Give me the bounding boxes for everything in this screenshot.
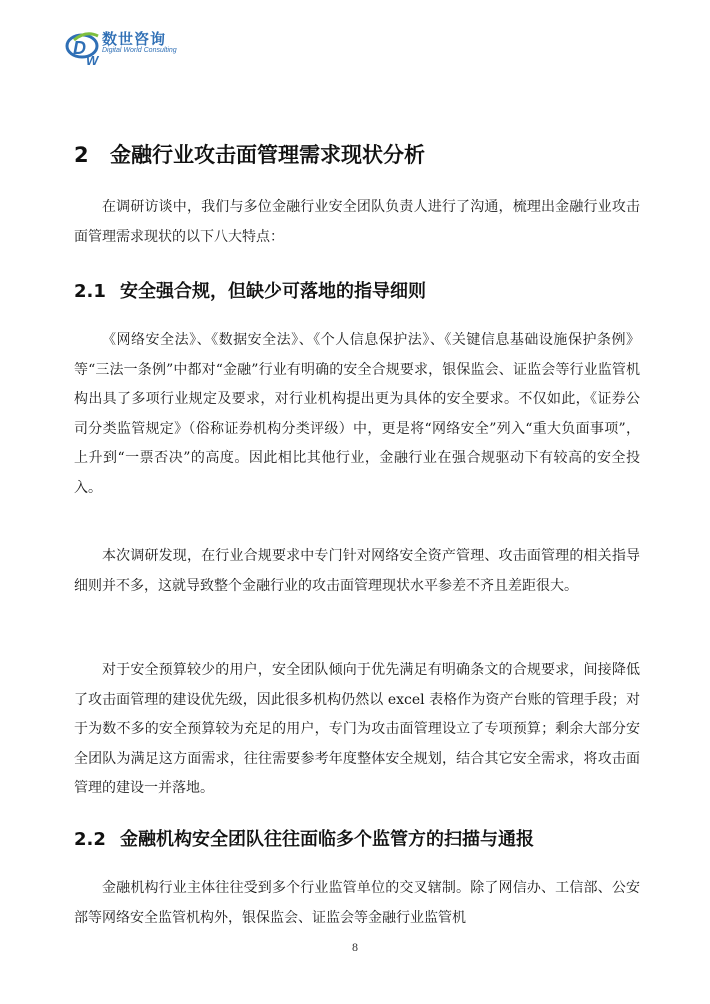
paragraph-2-2-a: 金融机构行业主体往往受到多个行业监管单位的交叉辖制。除了网信办、工信部、公安部等网络安全监管机构外，银保监会、证监会等金融行业监管机 xyxy=(74,880,640,926)
logo-english-name: Digital World Consulting xyxy=(102,47,177,54)
logo-icon xyxy=(64,22,104,68)
page-header xyxy=(64,22,234,72)
subsection-number: 2.2 xyxy=(74,829,106,850)
page-number: 8 xyxy=(352,940,358,954)
subsection-heading-2-1 xyxy=(74,277,426,303)
section-title: 金融行业攻击面管理需求现状分析 xyxy=(110,143,425,167)
logo-chinese-name: 数世咨询 xyxy=(102,30,167,48)
subsection-title: 安全强合规，但缺少可落地的指导细则 xyxy=(120,281,426,302)
section-intro-paragraph: 在调研访谈中，我们与多位金融行业安全团队负责人进行了沟通，梳理出金融行业攻击面管理需求现状的以下八大特点： xyxy=(74,199,640,245)
svg-text:D: D xyxy=(73,38,86,58)
paragraph-2-1-c: 对于安全预算较少的用户，安全团队倾向于优先满足有明确条文的合规要求，间接降低了攻击面管理的建设优先级，因此很多机构仍然以 excel 表格作为资产台账的管理手段；对于为数不多的安全预算较为充足的用户，专门为攻击面管理设立了专项预算；剩余大部分安全团队为满足这方面需求，往往需要参考年度整体安全规划，结合其它安全需求，将攻击面管理的建设一并落地。 xyxy=(74,662,640,796)
section-heading xyxy=(74,139,425,169)
section-number: 2 xyxy=(74,143,89,167)
svg-text:W: W xyxy=(86,53,99,68)
paragraph-2-1-b: 本次调研发现，在行业合规要求中专门针对网络安全资产管理、攻击面管理的相关指导细则并不多，这就导致整个金融行业的攻击面管理现状水平参差不齐且差距很大。 xyxy=(74,548,640,594)
subsection-number: 2.1 xyxy=(74,281,106,302)
paragraph-2-1-a: 《网络安全法》、《数据安全法》、《个人信息保护法》、《关键信息基础设施保护条例》等“三法一条例”中都对“金融”行业有明确的安全合规要求，银保监会、证监会等行业监管机构出具了多项行业规定及要求，对行业机构提出更为具体的安全要求。不仅如此，《证券公司分类监管规定》（俗称证券机构分类评级）中，更是将“网络安全”列入“重大负面事项”，上升到“一票否决”的高度。因此相比其他行业，金融行业在强合规驱动下有较高的安全投入。 xyxy=(74,332,640,496)
subsection-heading-2-2 xyxy=(74,825,534,851)
subsection-title: 金融机构安全团队往往面临多个监管方的扫描与通报 xyxy=(120,829,534,850)
